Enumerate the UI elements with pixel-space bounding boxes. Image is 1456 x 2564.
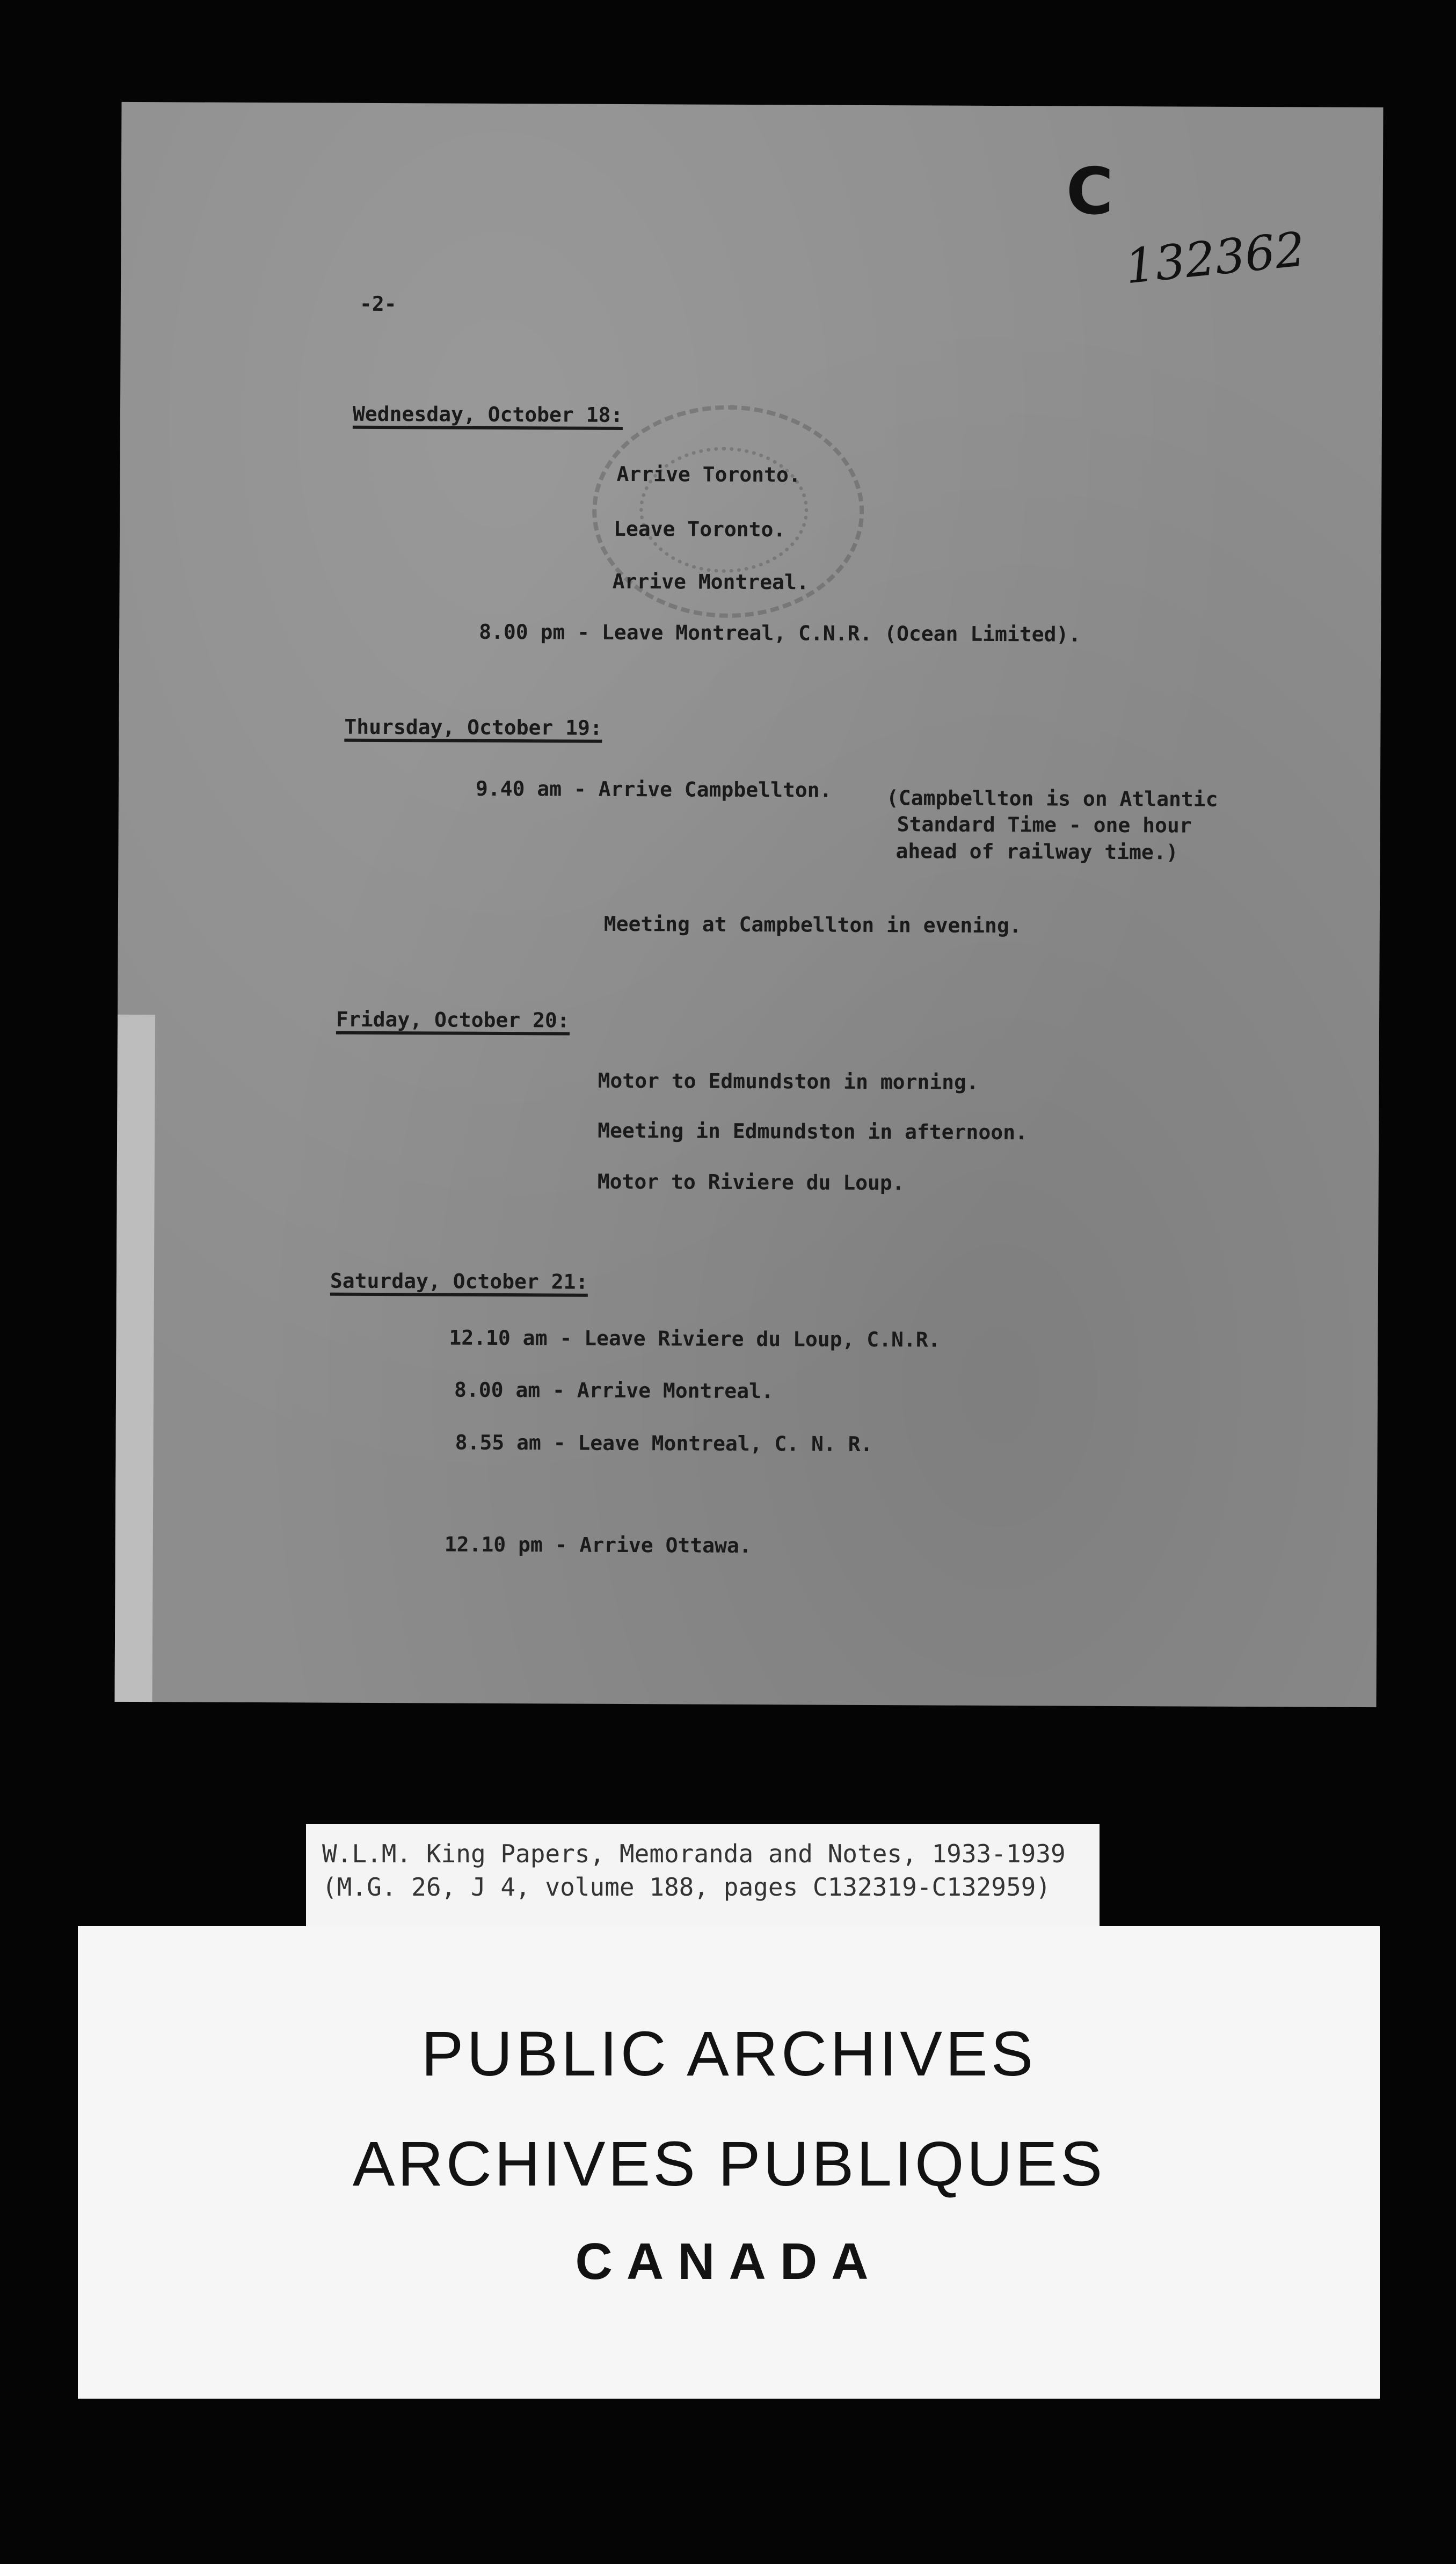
- schedule-line: Meeting in Edmundston in afternoon.: [598, 1118, 1028, 1145]
- schedule-note: Standard Time - one hour: [897, 812, 1192, 837]
- schedule-line: 8.55 am - Leave Montreal, C. N. R.: [455, 1430, 873, 1456]
- page-marker: -2-: [359, 292, 397, 316]
- schedule-note: (Campbellton is on Atlantic: [886, 786, 1218, 811]
- schedule-line: Arrive Toronto.: [616, 462, 801, 487]
- day-heading-thursday: Thursday, October 19:: [344, 717, 602, 743]
- handwritten-page-number: 132362: [1122, 221, 1308, 295]
- schedule-line: Motor to Edmundston in morning.: [598, 1068, 979, 1094]
- public-archives-card: [78, 1926, 1380, 2399]
- day-heading-friday: Friday, October 20:: [336, 1009, 570, 1036]
- schedule-line: 8.00 am - Arrive Montreal.: [454, 1378, 774, 1403]
- day-heading-wednesday: Wednesday, October 18:: [353, 404, 623, 430]
- schedule-line: 9.40 am - Arrive Campbellton.: [475, 776, 832, 802]
- card-country: CANADA: [575, 2233, 883, 2290]
- citation-line-1: W.L.M. King Papers, Memoranda and Notes, 1933-1939: [322, 1839, 1066, 1868]
- catalog-stamp-letter: C: [1066, 154, 1114, 229]
- schedule-line: Arrive Montreal.: [612, 569, 809, 594]
- paper-edge: [115, 1015, 156, 1702]
- schedule-line: 12.10 pm - Arrive Ottawa.: [444, 1532, 752, 1558]
- schedule-line: Leave Toronto.: [613, 516, 786, 542]
- schedule-line: 8.00 pm - Leave Montreal, C.N.R. (Ocean Limited).: [479, 620, 1081, 646]
- schedule-line: 12.10 am - Leave Riviere du Loup, C.N.R.: [449, 1325, 941, 1352]
- collection-citation-label: [306, 1824, 1100, 1926]
- schedule-line: Meeting at Campbellton in evening.: [603, 912, 1022, 938]
- typed-document-page: [115, 102, 1384, 1707]
- card-title-french: ARCHIVES PUBLIQUES: [352, 2129, 1105, 2199]
- day-heading-saturday: Saturday, October 21:: [330, 1271, 588, 1297]
- citation-line-2: (M.G. 26, J 4, volume 188, pages C132319-C132959): [322, 1873, 1051, 1902]
- card-title-english: PUBLIC ARCHIVES: [421, 2019, 1037, 2089]
- schedule-note: ahead of railway time.): [896, 839, 1178, 864]
- schedule-line: Motor to Riviere du Loup.: [597, 1169, 905, 1195]
